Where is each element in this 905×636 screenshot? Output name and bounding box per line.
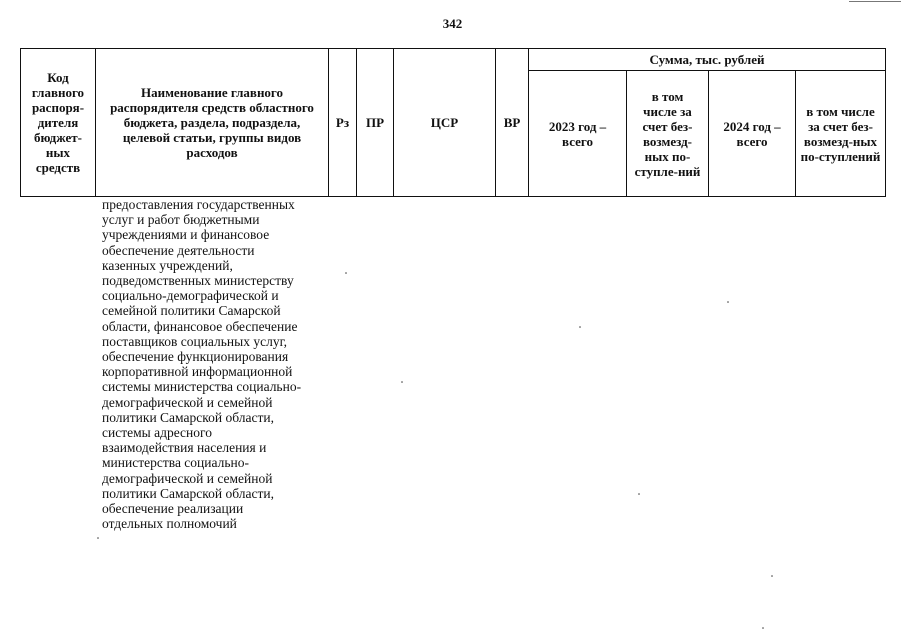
scan-speck — [345, 272, 347, 274]
text-line: отдельных полномочий — [102, 516, 237, 532]
scan-speck — [762, 627, 764, 629]
budget-table — [20, 48, 886, 197]
col-header-sum-group: Сумма, тыс. рублей — [529, 49, 886, 71]
scan-speck — [638, 493, 640, 495]
col-header-csr: ЦСР — [394, 49, 496, 197]
text-line: министерства социально- — [102, 455, 249, 471]
continuation-text — [102, 197, 342, 531]
text-line: подведомственных министерству — [102, 273, 294, 289]
col-header-rz: Рз — [329, 49, 357, 197]
text-line: услуг и работ бюджетными — [102, 212, 260, 228]
text-line: казенных учреждений, — [102, 257, 233, 273]
scan-speck — [771, 575, 773, 577]
col-header-pr: ПР — [357, 49, 394, 197]
col-header-2024-grants: в том числе за счет без-возмезд-ных по-ступлений — [796, 71, 886, 197]
text-line: корпоративной информационной — [102, 364, 293, 380]
page-number: 342 — [442, 16, 463, 31]
header-row-top — [21, 49, 886, 71]
scan-speck — [727, 301, 729, 303]
text-line: социально-демографической и — [102, 288, 279, 304]
scan-edge-line — [849, 1, 901, 2]
col-header-vr: ВР — [496, 49, 529, 197]
text-line: обеспечение функционирования — [102, 349, 289, 365]
scan-speck — [97, 537, 99, 539]
col-header-2023-grants: в том числе за счет без-возмезд-ных по-ступле-ний — [627, 71, 709, 197]
col-header-2024-total: 2024 год – всего — [709, 71, 796, 197]
text-line: поставщиков социальных услуг, — [102, 333, 287, 349]
text-line: предоставления государственных — [102, 197, 295, 212]
col-header-2023-total: 2023 год – всего — [529, 71, 627, 197]
text-line: системы адресного — [102, 425, 212, 441]
text-line: области, финансовое обеспечение — [102, 318, 298, 334]
scan-speck — [579, 326, 581, 328]
text-line: демографической и семейной — [102, 470, 273, 486]
col-header-code: Код главного распоря-дителя бюджет-ных средств — [21, 49, 96, 197]
text-line: взаимодействия населения и — [102, 440, 267, 456]
text-line: политики Самарской области, — [102, 485, 274, 501]
text-line: семейной политики Самарской — [102, 303, 281, 319]
text-line: демографической и семейной — [102, 394, 273, 410]
text-line: системы министерства социально- — [102, 379, 302, 395]
text-line: обеспечение деятельности — [102, 242, 255, 258]
text-line: обеспечение реализации — [102, 501, 244, 517]
scan-speck — [401, 381, 403, 383]
col-header-name: Наименование главного распорядителя средств областного бюджета, раздела, подраздела, целевой статьи, группы видов расходов — [96, 49, 329, 197]
text-line: учреждениями и финансовое — [102, 227, 270, 243]
text-line: политики Самарской области, — [102, 409, 274, 425]
